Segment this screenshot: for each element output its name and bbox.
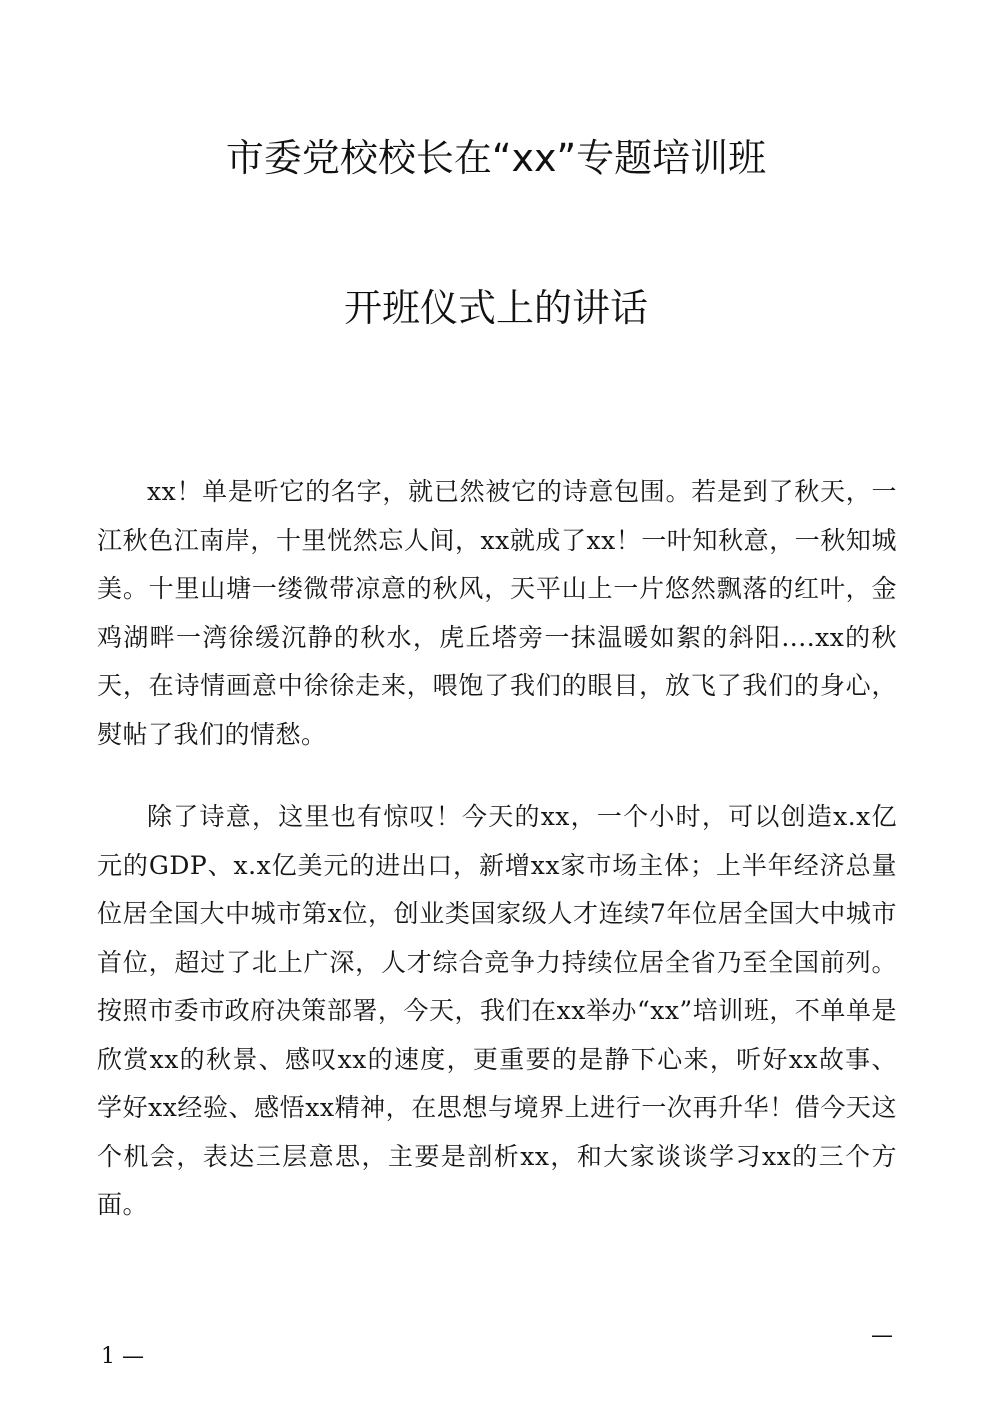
body-paragraph-2-block <box>97 793 897 1230</box>
body-paragraph: 除了诗意，这里也有惊叹！今天的xx，一个小时，可以创造x.x亿元的GDP、x.x亿美元的进出口，新增xx家市场主体；上半年经济总量位居全国大中城市第x位，创业类国家级人才连续7年位居全国大中城市首位，超过了北上广深，人才综合竞争力持续位居全省乃至全国前列。按照市委市政府决策部署，今天，我们在xx举办“xx”培训班，不单单是欣赏xx的秋景、感叹xx的速度，更重要的是静下心来，听好xx故事、学好xx经验、感悟xx精神，在思想与境界上进行一次再升华！借今天这个机会，表达三层意思，主要是剖析xx，和大家谈谈学习xx的三个方面。 <box>97 802 897 1219</box>
document-title-line-1: 市委党校校长在“xx”专题培训班 <box>225 136 767 180</box>
body-paragraph-1-block <box>97 468 897 759</box>
document-title-line-2: 开班仪式上的讲话 <box>343 286 648 330</box>
body-paragraph: xx！单是听它的名字，就已然被它的诗意包围。若是到了秋天，一江秋色江南岸，十里恍然忘人间，xx就成了xx！一叶知秋意，一秋知城美。十里山塘一缕微带凉意的秋风，天平山上一片悠然飘落的红叶，金鸡湖畔一湾徐缓沉静的秋水，虎丘塔旁一抹温暖如絮的斜阳....xx的秋天，在诗情画意中徐徐走来，喂饱了我们的眼目，放飞了我们的身心，熨帖了我们的情愁。 <box>97 477 897 749</box>
page-number: 1 — <box>101 1344 144 1369</box>
footer-dash: — <box>871 1323 893 1348</box>
